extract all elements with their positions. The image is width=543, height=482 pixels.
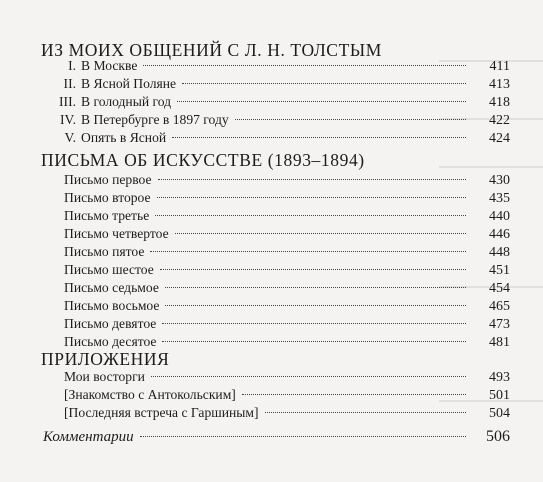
dot-leader [242,394,466,395]
entry-title: Письмо восьмое [64,298,160,313]
page-number: 413 [489,77,510,92]
entry-title: Письмо десятое [64,334,157,349]
dot-leader [143,65,466,66]
dot-leader [155,215,466,216]
roman-numeral: I. [68,58,76,73]
toc-entry[interactable] [0,261,543,279]
entry-title: Письмо четвертое [64,226,169,241]
page-number: 451 [489,263,510,278]
toc-entry[interactable] [0,368,543,386]
page-number: 501 [489,388,510,403]
entry-title: Письмо пятое [64,244,145,259]
toc-entry[interactable] [0,225,543,243]
page-number: 448 [489,245,510,260]
page-number: 430 [489,173,510,188]
entry-title: В голодный год [81,94,172,109]
dot-leader [182,83,466,84]
toc-entry[interactable] [0,404,543,422]
roman-numeral: III. [59,94,76,109]
entry-title: Мои восторги [64,369,145,384]
toc-entry[interactable] [0,57,543,75]
roman-numeral: II. [63,76,76,91]
dot-leader [160,269,466,270]
toc-entry-comments[interactable] [0,428,543,446]
dot-leader [175,233,466,234]
entry-title: Письмо шестое [64,262,154,277]
entry-title: [Последняя встреча с Гаршиным] [64,405,259,420]
entry-title: Опять в Ясной [81,130,167,145]
toc-entry[interactable] [0,171,543,189]
dot-leader [162,323,466,324]
entry-title: [Знакомство с Антокольским] [64,387,236,402]
page-number: 422 [489,113,510,128]
dot-leader [177,101,466,102]
toc-entry[interactable] [0,297,543,315]
page-number: 465 [489,299,510,314]
bleed-through [439,166,543,168]
page-number: 446 [489,227,510,242]
page-number: 411 [489,59,510,74]
entry-title: Письмо девятое [64,316,157,331]
entry-title: Письмо первое [64,172,152,187]
section-title-letters: ПИСЬМА ОБ ИСКУССТВЕ (1893–1894) [41,150,365,170]
page-number: 440 [489,209,510,224]
dot-leader [165,305,466,306]
page-number: 493 [489,370,510,385]
dot-leader [157,197,466,198]
entry-title: В Петербурге в 1897 году [81,112,229,127]
dot-leader [172,137,466,138]
page-number: 473 [489,317,510,332]
dot-leader [162,341,466,342]
toc-entry[interactable] [0,279,543,297]
toc-entry[interactable] [0,386,543,404]
page-number: 481 [489,335,510,350]
dot-leader [235,119,466,120]
page-number: 424 [489,131,510,146]
toc-entry[interactable] [0,111,543,129]
section-title-appendix: ПРИЛОЖЕНИЯ [41,349,170,369]
dot-leader [150,251,466,252]
roman-numeral: IV. [60,112,76,127]
roman-numeral: V. [64,130,76,145]
entry-title: Комментарии [43,429,134,445]
dot-leader [165,287,466,288]
dot-leader [265,412,466,413]
dot-leader [151,376,466,377]
entry-title: Письмо третье [64,208,150,223]
dot-leader [140,436,466,437]
toc-entry[interactable] [0,243,543,261]
section-title-tolstoy: ИЗ МОИХ ОБЩЕНИЙ С Л. Н. ТОЛСТЫМ [41,40,382,60]
page-number: 506 [486,428,510,445]
entry-title: В Ясной Поляне [81,76,177,91]
toc-entry[interactable] [0,315,543,333]
toc-entry[interactable] [0,75,543,93]
toc-entry[interactable] [0,189,543,207]
page-number: 454 [489,281,510,296]
entry-title: Письмо второе [64,190,151,205]
toc-entry[interactable] [0,207,543,225]
entry-title: Письмо седьмое [64,280,159,295]
page-number: 504 [489,406,510,421]
page-number: 418 [489,95,510,110]
dot-leader [158,179,466,180]
entry-title: В Москве [81,58,138,73]
toc-entry[interactable] [0,129,543,147]
toc-entry[interactable] [0,93,543,111]
page-number: 435 [489,191,510,206]
